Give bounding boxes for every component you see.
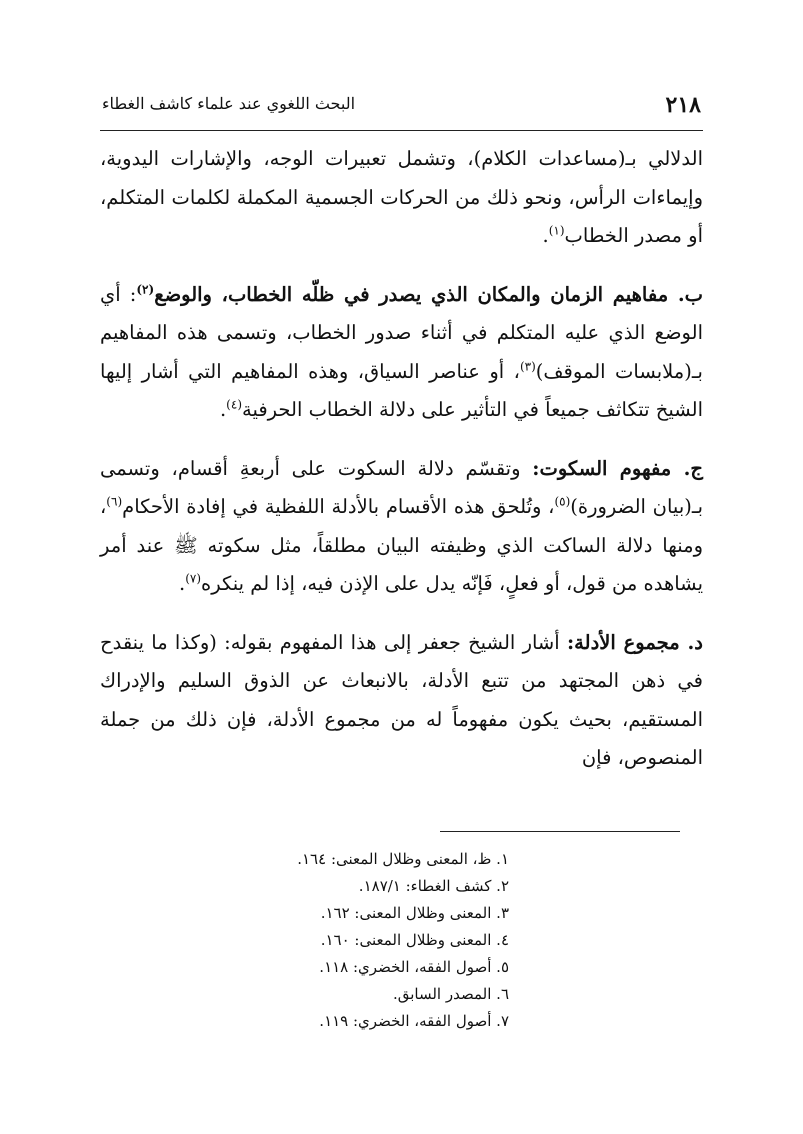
- footnote-item: ٢. كشف الغطاء: ١٨٧/١.: [358, 877, 509, 895]
- footnote-reference: (١): [548, 223, 565, 238]
- page-number: ٢١٨: [665, 92, 701, 118]
- footnote-reference: (٢): [136, 282, 155, 296]
- section-heading-c: ج. مفهوم السكوت:: [532, 456, 703, 480]
- footnote-item: ٥. أصول الفقه، الخضري: ١١٨.: [319, 958, 509, 976]
- footnote-reference: (٥): [554, 494, 571, 509]
- paragraph-text: ، ومنها دلالة الساكت الذي وظيفته البيان مطلقاً، مثل سكوته ﷺ عند أمر يشاهده من قول، أو فعلٍ، فَإنّه يدل على الإذن فيه، إذا لم ينكره: [100, 495, 703, 595]
- footnote-item: ٦. المصدر السابق.: [392, 985, 509, 1003]
- page-header: [102, 86, 701, 126]
- paragraph-b: [100, 276, 703, 430]
- paragraph-tail: .: [542, 224, 549, 247]
- footnote-reference: (٤): [226, 397, 242, 412]
- header-divider: [100, 130, 703, 131]
- paragraph-text: ، وتُلحق هذه الأقسام بالأدلة اللفظية في إفادة الأحكام: [122, 495, 555, 518]
- section-heading-d: د. مجموع الأدلة:: [566, 630, 703, 654]
- paragraph-c: [100, 450, 703, 604]
- footnotes-list: [149, 846, 509, 1035]
- paragraph-text: أشار الشيخ جعفر إلى هذا المفهوم بقوله: (وكذا ما ينقدح في ذهن المجتهد من تتبع الأدلة، بالانبعاث عن الذوق السليم والإدراك المستقيم، بحيث يكون مفهوماً له من مجموع الأدلة، فإن ذلك من جملة المنصوص، فإن: [100, 630, 703, 769]
- footnote-item: ٧. أصول الفقه، الخضري: ١١٩.: [319, 1012, 509, 1030]
- footnote-divider: [440, 831, 680, 832]
- footnote-reference: (٣): [519, 359, 536, 373]
- footnote-item: ٤. المعنى وظلال المعنى: ١٦٠.: [320, 931, 509, 949]
- main-text: [100, 140, 703, 798]
- paragraph-d: [100, 624, 703, 778]
- footnote-item: ٣. المعنى وظلال المعنى: ١٦٢.: [320, 904, 509, 922]
- paragraph-tail: .: [179, 572, 186, 595]
- paragraph-tail: .: [219, 398, 227, 421]
- footnote-item: ١. ظ، المعنى وظلال المعنى: ١٦٤.: [297, 850, 509, 868]
- footnote-reference: (٦): [106, 494, 123, 509]
- paragraph-text: : أي الوضع الذي عليه المتكلم في أثناء صدور الخطاب، وتسمى هذه المفاهيم بـ(ملابسات الموقف): [100, 282, 703, 383]
- paragraph-text: الدلالي بـ(مساعدات الكلام)، وتشمل تعبيرات الوجه، والإشارات اليدوية، وإيماءات الرأس، ونحو ذلك من الحركات الجسمية المكملة لكلمات المتكلم، أو مصدر الخطاب: [100, 147, 703, 247]
- running-title: البحث اللغوي عند علماء كاشف الغطاء: [102, 94, 356, 113]
- section-heading-b: ب. مفاهيم الزمان والمكان الذي يصدر في ظلّه الخطاب، والوضع: [154, 282, 703, 306]
- paragraph-text: وتقسّم دلالة السكوت على أربعةِ أقسام، وتسمى بـ(بيان الضرورة): [100, 456, 703, 518]
- footnote-reference: (٧): [185, 571, 202, 586]
- paragraph-continuation: [100, 140, 703, 256]
- paragraph-text: ، أو عناصر السياق، وهذه المفاهيم التي أشار إليها الشيخ تتكاثف جميعاً في التأثير على دلالة الخطاب الحرفية: [100, 359, 703, 421]
